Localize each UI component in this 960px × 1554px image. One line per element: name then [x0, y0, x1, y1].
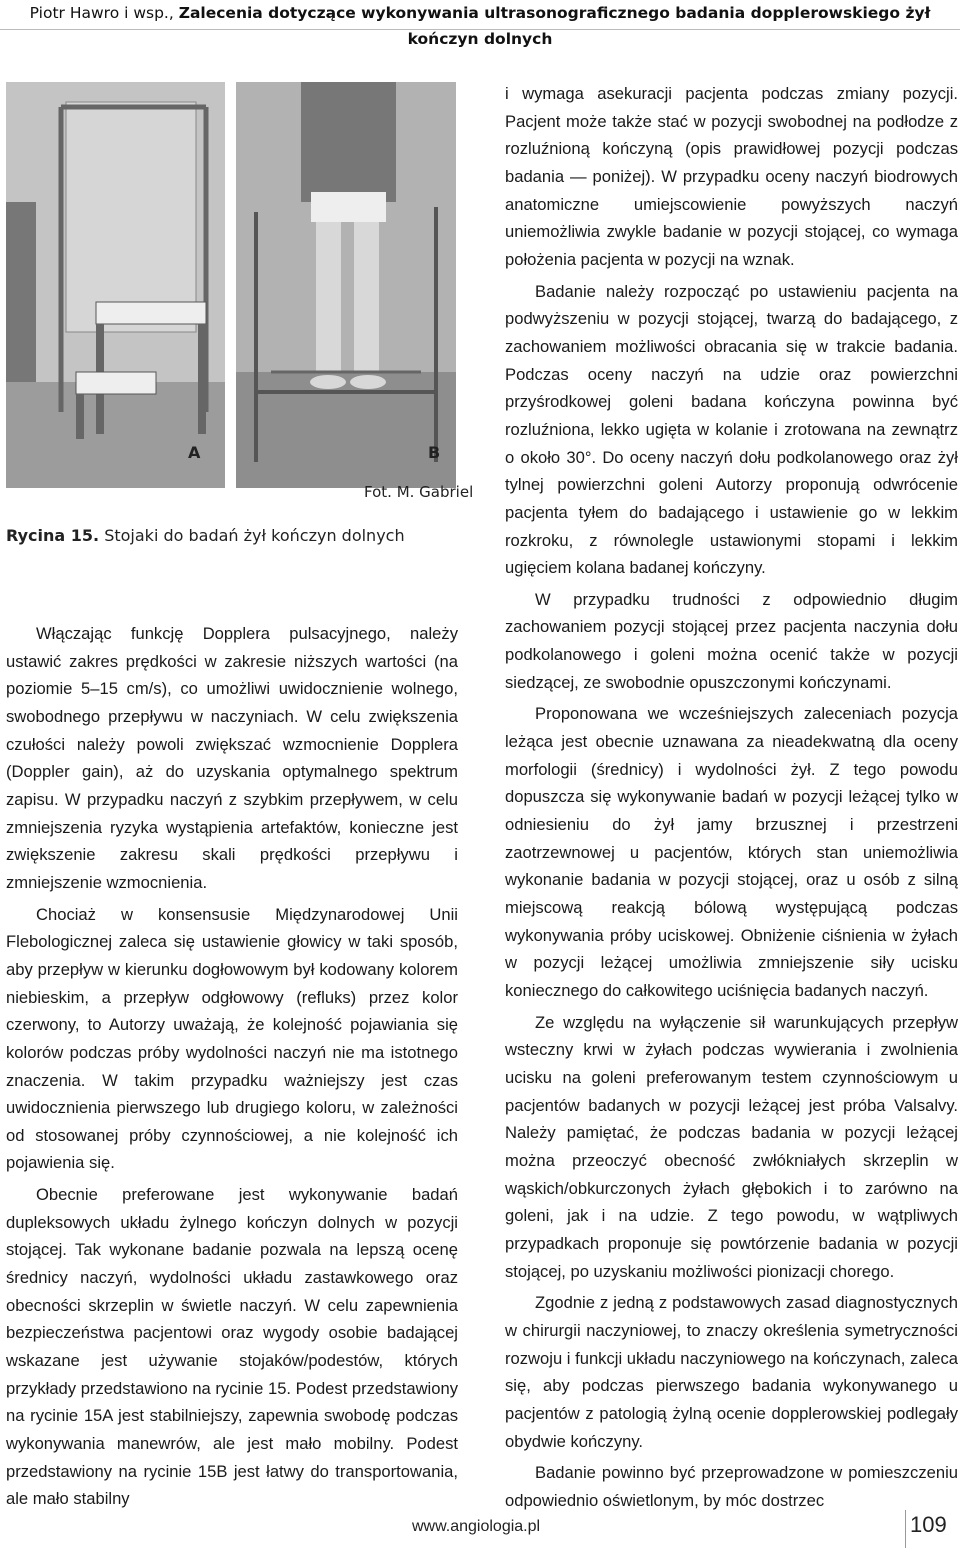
paragraph: i wymaga asekuracji pacjenta podczas zmiany pozycji. Pacjent może także stać w pozycji swobodnej na podłodze z rozluźnioną kończyną (opis prawidłowej pozycji podczas badania — poniżej). W przypadku oceny naczyń biodrowych anatomiczne umiejscowienie powyższych naczyń uniemożliwia zwykle badanie w pozycji stojącej, co wymaga położenia pacjenta w pozycji na wznak. [505, 84, 958, 269]
figure-caption [6, 526, 405, 545]
paragraph: Chociaż w konsensusie Międzynarodowej Unii Flebologicznej zaleca się ustawienie głowicy w taki sposób, aby przepływ w kierunku dogłowowym był kodowany kolorem niebieskim, a przepływ odgłowowy (refluks) przez kolor czerwony, to Autorzy uważają, że kolejność pojawiania się kolorów podczas próby wydolności naczyń nie ma istotnego znaczenia. W takim przypadku ważniejszy jest czas uwidocznienia pierwszego lub drugiego koloru, w zależności od stosowanej próby czynnościowej, a nie kolejność ich pojawienia się. [6, 904, 458, 1173]
stool-stand-illustration [6, 82, 225, 488]
paragraph: W przypadku trudności z odpowiednio długim zachowaniem pozycji stojącej przez pacjenta naczynia dołu podkolanowego i goleni można ocenić także w pozycji siedzącej, ze swobodnie opuszczonymi kończynami. [505, 589, 958, 692]
paragraph: Badanie należy rozpocząć po ustawieniu pacjenta na podwyższeniu w pozycji stojącej, twarzą do badającego, z zachowaniem możliwości obracania się w trakcie badania. Podczas oceny naczyń na udzie oraz powierzchni przyśrodkowej goleni badana kończyna powinna być rozluźniona, lekko ugięta w kolanie i zrotowana na zewnątrz o około 30°. Do oceny naczyń dołu podkolanowego oraz żył tylnej powierzchni goleni Autorzy proponują odwrócenie pacjenta tyłem do badającego i ustawienie go w lekkim rozkroku, z równolegle ustawionymi stopami i lekkim ugięciem kolana badanej kończyny. [505, 281, 958, 578]
paragraph: Ze względu na wyłączenie sił warunkujących przepływ wsteczny krwi w żyłach podczas wywierania i zwolnienia ucisku na goleni preferowanym testem czynnościowym u pacjentów badanych w pozycji leżącej jest próba Valsalvy. Należy pamiętać, że podczas badania w pozycji leżącej można przeoczyć obecność zwłókniałych skrzeplin w wąskich/obkurczonych żyłach głębokich i to zarówno na goleni, jak i na udzie. Z tego powodu, w wątpliwych przypadkach proponuje się powtórzenie badania w pozycji stojącej, po uzyskaniu możliwości pionizacji chorego. [505, 1012, 958, 1281]
header-authors: Piotr Hawro i wsp. [29, 4, 169, 22]
footer-divider [905, 1510, 906, 1548]
paragraph: Włączając funkcję Dopplera pulsacyjnego, należy ustawić zakres prędkości w zakresie niższych wartości (na poziomie 5–15 cm/s), co umożliwi uwidocznienie wolnego, swobodnego przepływu w naczyniach. W celu zwiększenia czułości należy powoli zwiększać wzmocnienie Dopplera (Doppler gain), aż do uzyskania optymalnego spektrum zapisu. W przypadku naczyń z szybkim przepływem, w celu zmniejszenia ryzyka wystąpienia artefaktów, konieczne jest zwiększenie zakresu skali prędkości przepływu i zmniejszenie wzmocnienia. [6, 624, 458, 892]
caption-text: Stojaki do badań żył kończyn dolnych [104, 526, 405, 545]
figure-label-a: A [188, 443, 201, 462]
figure-photo-a [6, 82, 225, 488]
footer-url[interactable]: www.angiologia.pl [412, 1518, 541, 1535]
paragraph: Proponowana we wcześniejszych zaleceniach pozycja leżąca jest obecnie uznawana za nieadekwatną dla oceny morfologii (średnicy) i wydolności żył. Z tego powodu dopuszcza się wykonywanie badań w pozycji leżącej tylko w odniesieniu do żył jamy brzusznej i przestrzeni zaotrzewnowej u pacjentów, których stan uniemożliwia wykonanie badania w pozycji stojącej, oraz u osób z silną miejscową reakcją bólową występującą podczas wykonywania próby uciskowej. Obniżenie ciśnienia w żyłach w pozycji leżącej umożliwia zmniejszenie siły ucisku koniecznego do całkowitego uciśnięcia badanych naczyń. [505, 704, 958, 1000]
page-number: 109 [910, 1512, 947, 1537]
standing-patient-illustration [236, 82, 456, 488]
paragraph: Obecnie preferowane jest wykonywanie badań dupleksowych układu żylnego kończyn dolnych w pozycji stojącej. Tak wykonane badanie pozwala na lepszą ocenę średnicy naczyń, wydolności układu zastawkowego oraz obecności skrzeplin w świetle naczyń. W celu zapewnienia bezpieczeństwa pacjentowi oraz wygody osobie badającej wskazane jest używanie stojaków/podestów, których przykłady przedstawiono na rycinie 15. Podest przedstawiony na rycinie 15A jest stabilniejszy, zapewnia swobodę podczas wykonywania manewrów, ale jest mało mobilny. Podest przedstawiony na rycinie 15B jest łatwy do transportowania, ale mało stabilny [6, 1185, 458, 1509]
left-column [6, 620, 458, 1517]
caption-label: Rycina 15. [6, 526, 100, 545]
photo-credit: Fot. M. Gabriel [364, 483, 474, 501]
right-column [505, 80, 958, 1518]
figure-label-b: B [428, 443, 441, 462]
running-header: Piotr Hawro i wsp., Zalecenia dotyczące wykonywania ultrasonograficznego badania dopplerowskiego żył kończyn dolnych [0, 0, 960, 30]
figure-photo-b [236, 82, 456, 488]
paragraph: Badanie powinno być przeprowadzone w pomieszczeniu odpowiednio oświetlonym, by móc dostrzec [505, 1463, 958, 1510]
paragraph: Zgodnie z jedną z podstawowych zasad diagnostycznych w chirurgii naczyniowej, to znaczy określenia symetryczności rozwoju i funkcji układu naczyniowego na kończynach, zaleca się, aby podczas pierwszego badania wykonywanego u pacjentów z patologią żylną ocenie dopplerowskiej podlegały obydwie kończyny. [505, 1293, 958, 1451]
header-title: Zalecenia dotyczące wykonywania ultrasonograficznego badania dopplerowskiego żył kończyn dolnych [178, 4, 931, 48]
